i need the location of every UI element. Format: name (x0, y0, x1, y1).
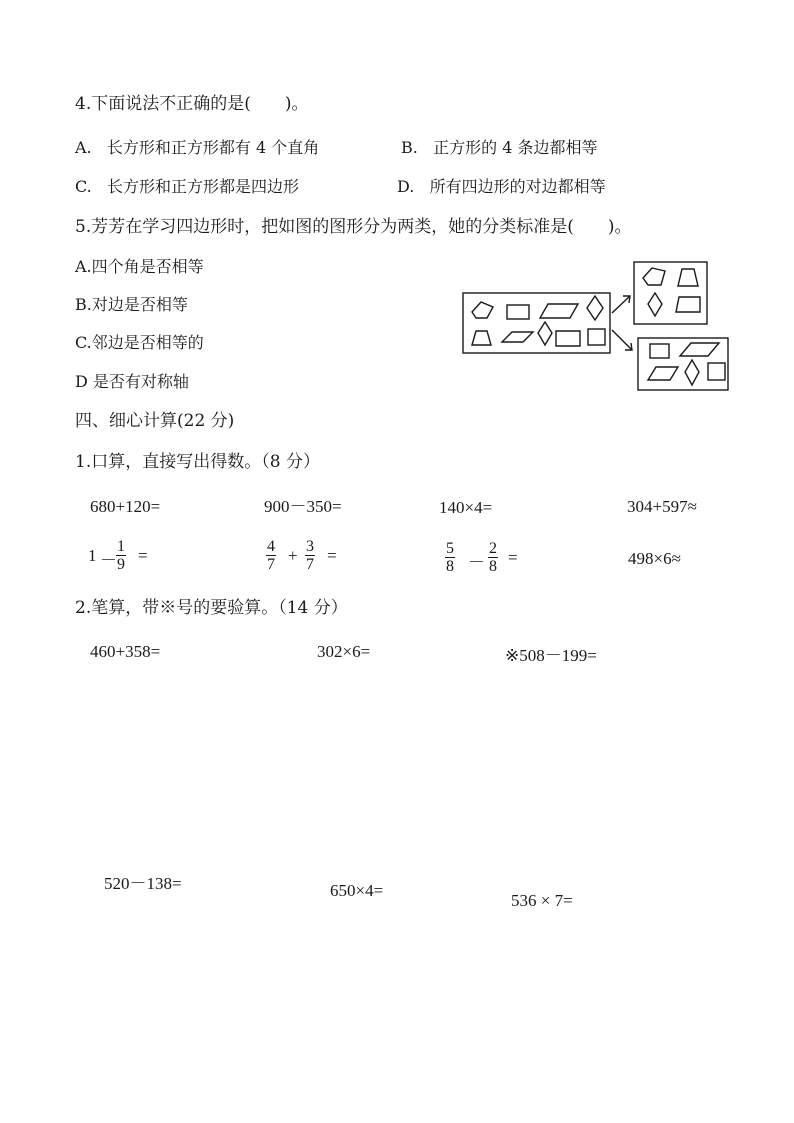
arrow-down (612, 330, 632, 350)
option-text: 所有四边形的对边都相等 (429, 177, 606, 196)
q5-option-a: A.四个角是否相等 (75, 257, 204, 276)
option-text: 长方形和正方形都是四边形 (107, 177, 300, 196)
option-letter: A. (75, 138, 92, 157)
part-2-heading: 2.笔算，带※号的要验算。（14 分） (75, 598, 348, 618)
q5-option-b: B.对边是否相等 (75, 295, 188, 314)
written-calc-item: 650×4= (330, 881, 384, 900)
fraction (266, 538, 276, 573)
group-two-box (638, 338, 728, 390)
numerator: 5 (446, 540, 454, 557)
numerator: 1 (117, 538, 125, 555)
written-calc-item: 536 × 7= (511, 891, 573, 910)
section-4-heading: 四、细心计算(22 分) (75, 411, 235, 431)
oral-calc-item: 680+120= (90, 497, 161, 516)
equals-sign: = (327, 546, 337, 565)
equals-sign: = (138, 546, 148, 565)
minus-sign: － (468, 553, 485, 572)
fraction (305, 538, 315, 573)
rectangle-shape (650, 344, 669, 358)
oral-calc-item: 304+597≈ (627, 497, 697, 516)
q5-option-d: D 是否有对称轴 (75, 372, 189, 391)
plus-sign: + (288, 546, 298, 565)
minus-sign: － (100, 551, 117, 570)
parallelogram-shape (502, 332, 533, 342)
right-angle-quadrilateral-shape (676, 297, 700, 312)
rhombus-shape (648, 293, 662, 316)
written-calc-item: 520－138= (104, 874, 182, 893)
quadrilateral-shape (643, 268, 665, 285)
parallelogram-shape (540, 304, 578, 318)
q5-option-c: C.邻边是否相等的 (75, 333, 204, 352)
fraction (116, 538, 126, 573)
denominator: 7 (267, 556, 275, 573)
trapezoid-shape (678, 269, 698, 286)
written-calc-item-with-check: ※508－199= (505, 646, 597, 665)
option-text: 长方形和正方形都有 4 个直角 (106, 138, 320, 157)
square-shape (708, 363, 725, 380)
q5-stem: 5.芳芳在学习四边形时，把如图的图形分为两类，她的分类标准是( )。 (75, 217, 632, 237)
equals-sign: = (508, 548, 518, 567)
written-calc-item: 460+358= (90, 642, 161, 661)
parallelogram-shape (648, 367, 678, 380)
option-text: 正方形的 4 条边都相等 (433, 138, 598, 157)
rectangle-shape (507, 305, 529, 319)
arrow-up (612, 296, 630, 313)
square-shape (588, 329, 605, 345)
quadrilateral-shape (472, 302, 493, 318)
numerator: 3 (306, 538, 314, 555)
trapezoid-shape (472, 331, 491, 345)
fraction (488, 540, 498, 575)
group-one-box (634, 262, 707, 324)
option-letter: D. (397, 177, 415, 196)
whole-number: 1 (88, 546, 97, 565)
oral-calc-item: 498×6≈ (628, 549, 681, 568)
rhombus-shape (538, 322, 552, 345)
oral-calc-item: 140×4= (439, 498, 493, 517)
denominator: 8 (446, 558, 454, 575)
option-letter: B. (401, 138, 418, 157)
rhombus-shape (685, 360, 699, 385)
numerator: 2 (489, 540, 497, 557)
fraction (445, 540, 455, 575)
part-1-heading: 1.口算，直接写出得数。（8 分） (75, 452, 320, 472)
denominator: 9 (117, 556, 125, 573)
right-angle-quadrilateral-shape (556, 331, 580, 346)
denominator: 7 (306, 556, 314, 573)
written-calc-item: 302×6= (317, 642, 371, 661)
q4-stem: 4.下面说法不正确的是( )。 (75, 94, 309, 114)
rhombus-shape (587, 296, 603, 320)
oral-calc-item: 900－350= (264, 497, 342, 516)
numerator: 4 (267, 538, 275, 555)
denominator: 8 (489, 558, 497, 575)
parallelogram-shape (680, 343, 719, 356)
option-letter: C. (75, 177, 92, 196)
